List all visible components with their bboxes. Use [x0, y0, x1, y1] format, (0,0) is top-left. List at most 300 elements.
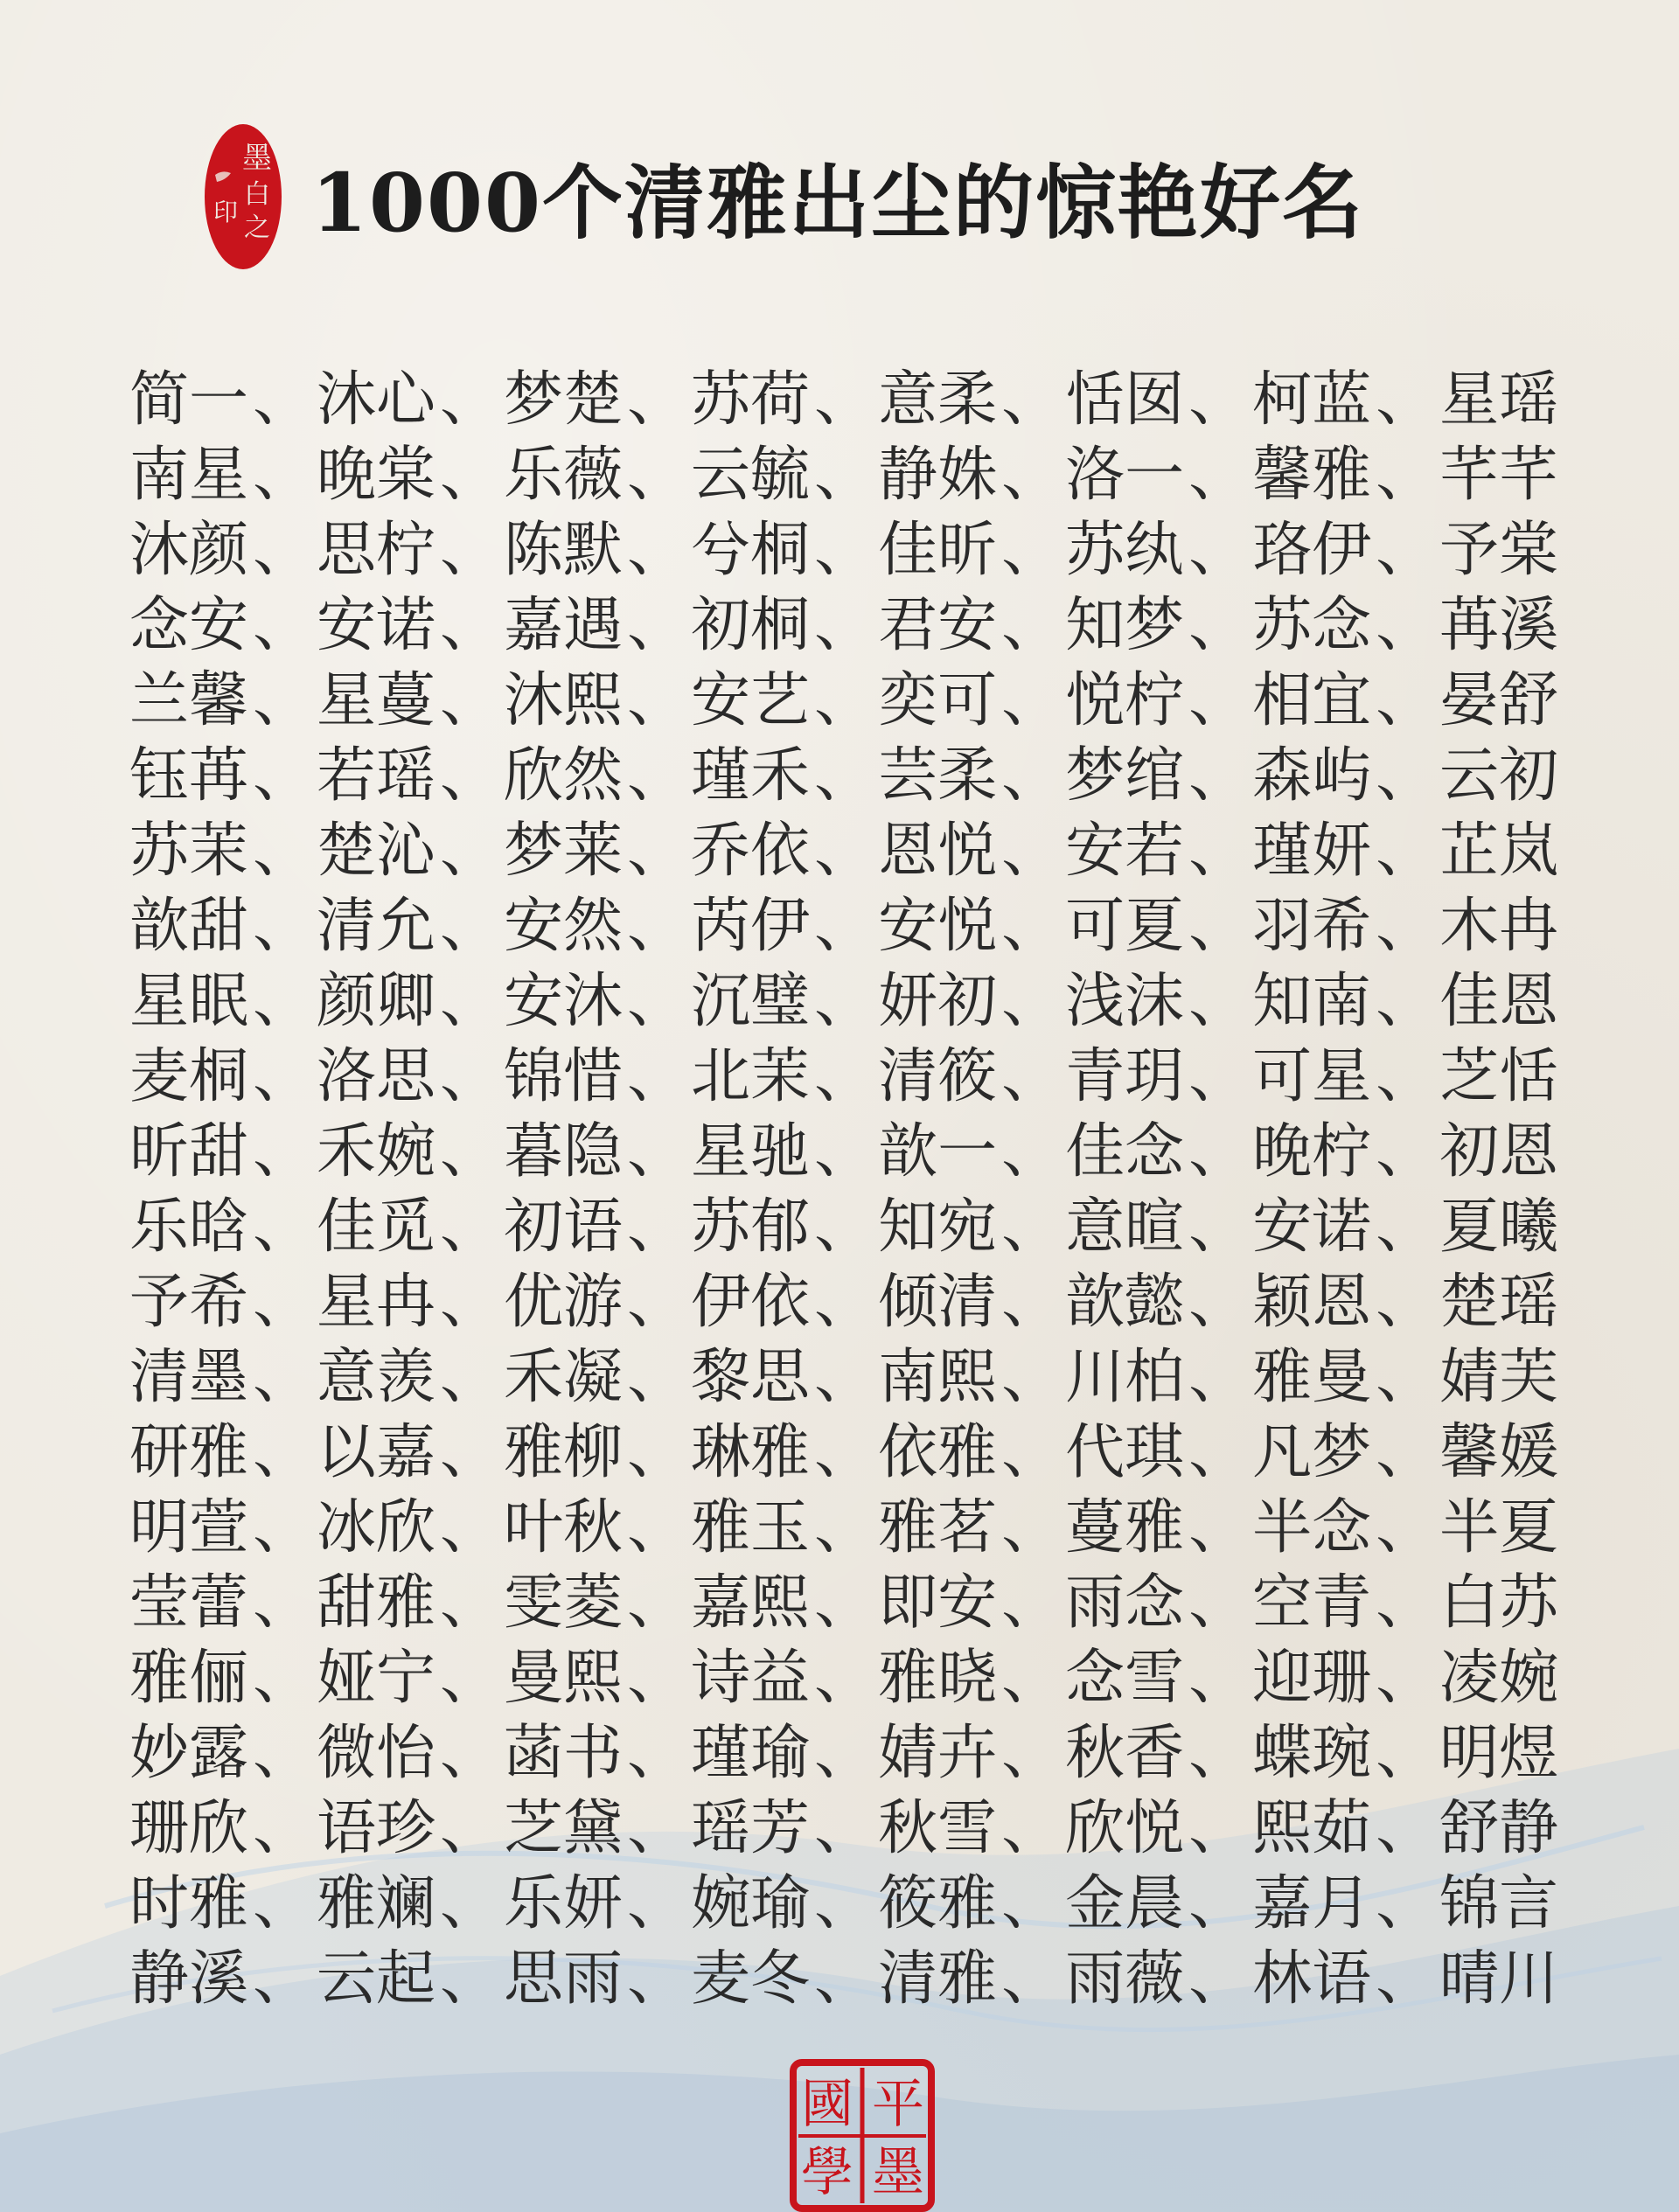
name-separator: 、: [253, 1492, 313, 1562]
name-item: 黎思: [691, 1342, 811, 1412]
name-item: 甜雅: [317, 1568, 436, 1638]
name-row: [129, 1485, 1564, 1560]
name-item: 可星: [1252, 1041, 1372, 1111]
name-separator: 、: [1188, 1568, 1249, 1638]
name-row: [129, 958, 1564, 1036]
name-item: 昕甜: [129, 1116, 249, 1186]
name-separator: 、: [1376, 1267, 1436, 1337]
name-item: 明煜: [1439, 1718, 1559, 1788]
name-separator: 、: [627, 741, 687, 810]
name-item: 雅曼: [1252, 1342, 1372, 1412]
name-item: 予棠: [1439, 515, 1559, 585]
name-item: 麦桐: [129, 1041, 249, 1111]
name-item: 歆一: [878, 1116, 998, 1186]
name-separator: 、: [253, 1793, 313, 1863]
name-separator: 、: [1001, 1718, 1062, 1788]
name-separator: 、: [627, 365, 687, 435]
name-separator: 、: [1001, 1041, 1062, 1111]
name-separator: 、: [627, 1417, 687, 1487]
name-separator: 、: [440, 966, 500, 1036]
name-item: 雅俪: [129, 1643, 249, 1713]
name-separator: 、: [253, 1868, 313, 1938]
name-item: 空青: [1252, 1568, 1372, 1638]
name-item: 沐颜: [129, 515, 249, 585]
name-separator: 、: [1001, 365, 1062, 435]
name-separator: 、: [253, 891, 313, 961]
svg-text:國: 國: [801, 2074, 853, 2135]
name-separator: 、: [440, 1944, 500, 2014]
name-separator: 、: [253, 1944, 313, 2014]
name-separator: 、: [1188, 1417, 1249, 1487]
name-item: 叶秋: [504, 1492, 624, 1562]
name-row: [129, 883, 1564, 961]
name-separator: 、: [440, 1192, 500, 1262]
name-row: [129, 1109, 1564, 1184]
name-item: 星眠: [129, 966, 249, 1036]
name-item: 乐薇: [504, 440, 624, 510]
name-separator: 、: [253, 741, 313, 810]
name-item: 菡书: [504, 1718, 624, 1788]
name-item: 清允: [317, 891, 436, 961]
name-separator: 、: [1376, 515, 1436, 585]
name-row: [129, 1184, 1564, 1262]
name-separator: 、: [1001, 440, 1062, 510]
name-item: 静溪: [129, 1944, 249, 2014]
name-item: 简一: [129, 365, 249, 435]
name-separator: 、: [627, 1718, 687, 1788]
name-row: [129, 1936, 1564, 2014]
name-item: 馨媛: [1439, 1417, 1559, 1487]
name-separator: 、: [1188, 1944, 1249, 2014]
name-separator: 、: [253, 816, 313, 886]
name-separator: 、: [440, 1718, 500, 1788]
name-item: 锦惜: [504, 1041, 624, 1111]
name-item: 舒静: [1439, 1793, 1559, 1863]
name-separator: 、: [253, 590, 313, 660]
name-separator: 、: [814, 1718, 874, 1788]
name-item: 芷岚: [1439, 816, 1559, 886]
name-separator: 、: [627, 1568, 687, 1638]
name-item: 半念: [1252, 1492, 1372, 1562]
name-separator: 、: [1376, 590, 1436, 660]
name-separator: 、: [1001, 1192, 1062, 1262]
name-item: 雅茗: [878, 1492, 998, 1562]
name-item: 乐妍: [504, 1868, 624, 1938]
name-separator: 、: [440, 590, 500, 660]
name-item: 禾凝: [504, 1342, 624, 1412]
name-separator: 、: [440, 891, 500, 961]
name-separator: 、: [814, 1944, 874, 2014]
name-item: 迎珊: [1252, 1643, 1372, 1713]
svg-text:墨: 墨: [872, 2142, 924, 2203]
name-item: 初桐: [691, 590, 811, 660]
name-item: 意暄: [1065, 1192, 1185, 1262]
name-separator: 、: [1188, 966, 1249, 1036]
name-separator: 、: [253, 665, 313, 735]
name-item: 雅玉: [691, 1492, 811, 1562]
name-separator: 、: [440, 1041, 500, 1111]
name-item: 初恩: [1439, 1116, 1559, 1186]
name-separator: 、: [253, 515, 313, 585]
name-item: 伊依: [691, 1267, 811, 1337]
name-item: 苏荷: [691, 365, 811, 435]
name-separator: 、: [627, 1868, 687, 1938]
name-item: 凡梦: [1252, 1417, 1372, 1487]
name-separator: 、: [627, 665, 687, 735]
name-item: 颖恩: [1252, 1267, 1372, 1337]
name-item: 芮伊: [691, 891, 811, 961]
svg-text:學: 學: [801, 2142, 853, 2203]
name-separator: 、: [253, 440, 313, 510]
name-item: 凌婉: [1439, 1643, 1559, 1713]
name-item: 君安: [878, 590, 998, 660]
name-separator: 、: [253, 365, 313, 435]
svg-text:平: 平: [872, 2074, 924, 2135]
name-item: 安若: [1065, 816, 1185, 886]
name-separator: 、: [814, 1342, 874, 1412]
name-item: 雅晓: [878, 1643, 998, 1713]
name-item: 佳念: [1065, 1116, 1185, 1186]
name-separator: 、: [1188, 816, 1249, 886]
name-item: 知梦: [1065, 590, 1185, 660]
name-row: [129, 657, 1564, 733]
name-separator: 、: [814, 741, 874, 810]
name-item: 兮桐: [691, 515, 811, 585]
name-item: 珞伊: [1252, 515, 1372, 585]
name-item: 歆甜: [129, 891, 249, 961]
name-separator: 、: [1001, 1643, 1062, 1713]
name-item: 莹蕾: [129, 1568, 249, 1638]
name-separator: 、: [1188, 741, 1249, 810]
name-item: 洛一: [1065, 440, 1185, 510]
name-item: 半夏: [1439, 1492, 1559, 1562]
name-item: 语珍: [317, 1793, 436, 1863]
name-item: 木冉: [1439, 891, 1559, 961]
name-separator: 、: [627, 816, 687, 886]
name-separator: 、: [1376, 1492, 1436, 1562]
name-item: 悦柠: [1065, 665, 1185, 735]
name-list: [129, 357, 1564, 2014]
name-item: 芸柔: [878, 741, 998, 810]
name-item: 珊欣: [129, 1793, 249, 1863]
name-separator: 、: [1001, 741, 1062, 810]
name-item: 安悦: [878, 891, 998, 961]
name-item: 佳恩: [1439, 966, 1559, 1036]
name-item: 婉瑜: [691, 1868, 811, 1938]
name-item: 芊芊: [1439, 440, 1559, 510]
svg-text:印: 印: [212, 198, 239, 226]
name-item: 歆懿: [1065, 1267, 1185, 1337]
name-separator: 、: [1188, 891, 1249, 961]
name-row: [129, 808, 1564, 886]
name-item: 优游: [504, 1267, 624, 1337]
name-separator: 、: [627, 891, 687, 961]
svg-text:白: 白: [244, 179, 270, 210]
name-item: 星瑶: [1439, 365, 1559, 435]
name-item: 苒溪: [1439, 590, 1559, 660]
name-separator: 、: [440, 440, 500, 510]
name-separator: 、: [814, 665, 874, 735]
name-separator: 、: [253, 966, 313, 1036]
name-item: 浅沫: [1065, 966, 1185, 1036]
name-item: 恬囡: [1065, 365, 1185, 435]
name-item: 思雨: [504, 1944, 624, 2014]
name-item: 云毓: [691, 440, 811, 510]
name-item: 苏郁: [691, 1192, 811, 1262]
name-separator: 、: [1188, 1793, 1249, 1863]
name-item: 奕可: [878, 665, 998, 735]
name-item: 瑾禾: [691, 741, 811, 810]
name-item: 相宜: [1252, 665, 1372, 735]
name-item: 芝黛: [504, 1793, 624, 1863]
name-item: 楚瑶: [1439, 1267, 1559, 1337]
name-item: 嘉遇: [504, 590, 624, 660]
name-item: 瑾瑜: [691, 1718, 811, 1788]
name-item: 苏茉: [129, 816, 249, 886]
name-item: 筱雅: [878, 1868, 998, 1938]
name-separator: 、: [253, 1417, 313, 1487]
name-separator: 、: [1376, 741, 1436, 810]
name-row: [129, 582, 1564, 660]
name-item: 代琪: [1065, 1417, 1185, 1487]
name-separator: 、: [627, 1192, 687, 1262]
name-item: 南星: [129, 440, 249, 510]
name-item: 星蔓: [317, 665, 436, 735]
name-item: 星冉: [317, 1267, 436, 1337]
name-separator: 、: [440, 1267, 500, 1337]
name-item: 星驰: [691, 1116, 811, 1186]
name-separator: 、: [627, 1041, 687, 1111]
name-separator: 、: [814, 440, 874, 510]
name-item: 柯蓝: [1252, 365, 1372, 435]
name-item: 知南: [1252, 966, 1372, 1036]
name-item: 蔓雅: [1065, 1492, 1185, 1562]
name-item: 念安: [129, 590, 249, 660]
name-separator: 、: [1376, 1643, 1436, 1713]
name-item: 恩悦: [878, 816, 998, 886]
name-separator: 、: [253, 1718, 313, 1788]
name-separator: 、: [814, 1041, 874, 1111]
name-separator: 、: [627, 590, 687, 660]
name-item: 沐心: [317, 365, 436, 435]
name-separator: 、: [1376, 365, 1436, 435]
name-item: 思柠: [317, 515, 436, 585]
name-separator: 、: [1188, 1643, 1249, 1713]
name-item: 乐晗: [129, 1192, 249, 1262]
name-separator: 、: [440, 1342, 500, 1412]
name-separator: 、: [1001, 891, 1062, 961]
name-item: 时雅: [129, 1868, 249, 1938]
name-item: 秋雪: [878, 1793, 998, 1863]
name-item: 意羡: [317, 1342, 436, 1412]
name-separator: 、: [1188, 515, 1249, 585]
name-item: 沉璧: [691, 966, 811, 1036]
name-separator: 、: [440, 816, 500, 886]
name-separator: 、: [1376, 891, 1436, 961]
name-separator: 、: [440, 365, 500, 435]
name-separator: 、: [814, 1492, 874, 1562]
name-item: 颜卿: [317, 966, 436, 1036]
name-separator: 、: [627, 440, 687, 510]
name-item: 禾婉: [317, 1116, 436, 1186]
name-separator: 、: [1001, 1267, 1062, 1337]
svg-text:之: 之: [244, 212, 270, 243]
name-separator: 、: [814, 891, 874, 961]
name-separator: 、: [440, 1868, 500, 1938]
name-row: [129, 507, 1564, 585]
name-item: 晴川: [1439, 1944, 1559, 2014]
name-item: 即安: [878, 1568, 998, 1638]
header: [203, 109, 1364, 284]
name-separator: 、: [440, 1643, 500, 1713]
name-item: 云起: [317, 1944, 436, 2014]
name-item: 晚棠: [317, 440, 436, 510]
name-separator: 、: [1376, 1192, 1436, 1262]
name-separator: 、: [627, 1643, 687, 1713]
name-item: 苏纨: [1065, 515, 1185, 585]
name-separator: 、: [814, 515, 874, 585]
name-row: [129, 1334, 1564, 1412]
name-item: 林语: [1252, 1944, 1372, 2014]
name-row: [129, 733, 1564, 808]
name-separator: 、: [1376, 665, 1436, 735]
name-item: 森屿: [1252, 741, 1372, 810]
name-separator: 、: [1188, 1116, 1249, 1186]
name-separator: 、: [814, 365, 874, 435]
name-item: 锦言: [1439, 1868, 1559, 1938]
name-item: 夏曦: [1439, 1192, 1559, 1262]
name-item: 梦莱: [504, 816, 624, 886]
name-separator: 、: [1188, 365, 1249, 435]
name-item: 梦绾: [1065, 741, 1185, 810]
name-item: 芝恬: [1439, 1041, 1559, 1111]
name-item: 婧芙: [1439, 1342, 1559, 1412]
logo-seal: [203, 122, 283, 271]
name-item: 佳昕: [878, 515, 998, 585]
name-separator: 、: [814, 1267, 874, 1337]
name-separator: 、: [440, 1417, 500, 1487]
name-separator: 、: [1376, 1417, 1436, 1487]
name-separator: 、: [1376, 440, 1436, 510]
name-item: 婧卉: [878, 1718, 998, 1788]
name-separator: 、: [814, 1116, 874, 1186]
name-row: [129, 1635, 1564, 1713]
name-item: 欣然: [504, 741, 624, 810]
name-row: [129, 432, 1564, 510]
name-item: 川柏: [1065, 1342, 1185, 1412]
name-item: 诗益: [691, 1643, 811, 1713]
name-item: 北茉: [691, 1041, 811, 1111]
name-separator: 、: [1188, 1492, 1249, 1562]
name-separator: 、: [814, 1568, 874, 1638]
name-row: [129, 1560, 1564, 1638]
name-separator: 、: [627, 1492, 687, 1562]
page-title: 1000个清雅出尘的惊艳好名: [311, 156, 1365, 250]
name-separator: 、: [627, 515, 687, 585]
name-separator: 、: [814, 1868, 874, 1938]
name-item: 晚柠: [1252, 1116, 1372, 1186]
name-item: 沐熙: [504, 665, 624, 735]
name-item: 雨薇: [1065, 1944, 1185, 2014]
name-item: 雅斓: [317, 1868, 436, 1938]
name-item: 以嘉: [317, 1417, 436, 1487]
name-separator: 、: [1188, 590, 1249, 660]
name-separator: 、: [1001, 1342, 1062, 1412]
name-item: 羽希: [1252, 891, 1372, 961]
name-separator: 、: [1376, 1041, 1436, 1111]
name-item: 云初: [1439, 741, 1559, 810]
name-separator: 、: [1376, 1568, 1436, 1638]
bottom-seal: [790, 2059, 935, 2212]
name-item: 白苏: [1439, 1568, 1559, 1638]
name-item: 洛思: [317, 1041, 436, 1111]
name-item: 琳雅: [691, 1417, 811, 1487]
name-item: 馨雅: [1252, 440, 1372, 510]
name-separator: 、: [440, 1492, 500, 1562]
name-item: 清墨: [129, 1342, 249, 1412]
name-separator: 、: [1376, 1944, 1436, 2014]
name-item: 清筱: [878, 1041, 998, 1111]
name-item: 雯菱: [504, 1568, 624, 1638]
name-item: 静姝: [878, 440, 998, 510]
name-separator: 、: [1001, 1492, 1062, 1562]
name-separator: 、: [627, 966, 687, 1036]
name-item: 金晨: [1065, 1868, 1185, 1938]
name-item: 陈默: [504, 515, 624, 585]
name-item: 乔依: [691, 816, 811, 886]
name-item: 娅宁: [317, 1643, 436, 1713]
name-separator: 、: [1188, 1868, 1249, 1938]
name-row: [129, 1861, 1564, 1936]
name-separator: 、: [440, 515, 500, 585]
name-item: 蝶琬: [1252, 1718, 1372, 1788]
name-row: [129, 1033, 1564, 1109]
name-separator: 、: [1001, 966, 1062, 1036]
name-separator: 、: [440, 1116, 500, 1186]
name-separator: 、: [1376, 1116, 1436, 1186]
name-separator: 、: [440, 741, 500, 810]
name-item: 雨念: [1065, 1568, 1185, 1638]
name-separator: 、: [1001, 1417, 1062, 1487]
name-item: 妍初: [878, 966, 998, 1036]
name-item: 依雅: [878, 1417, 998, 1487]
name-separator: 、: [1188, 1718, 1249, 1788]
name-separator: 、: [253, 1568, 313, 1638]
name-separator: 、: [814, 1643, 874, 1713]
name-item: 楚沁: [317, 816, 436, 886]
name-item: 麦冬: [691, 1944, 811, 2014]
name-separator: 、: [814, 966, 874, 1036]
name-separator: 、: [1001, 1568, 1062, 1638]
name-separator: 、: [1188, 665, 1249, 735]
name-item: 嘉月: [1252, 1868, 1372, 1938]
name-separator: 、: [253, 1041, 313, 1111]
name-separator: 、: [1001, 1116, 1062, 1186]
name-item: 安艺: [691, 665, 811, 735]
name-separator: 、: [1188, 1192, 1249, 1262]
name-separator: 、: [253, 1192, 313, 1262]
name-row: [129, 357, 1564, 435]
name-item: 南熙: [878, 1342, 998, 1412]
name-item: 清雅: [878, 1944, 998, 2014]
name-item: 熙茹: [1252, 1793, 1372, 1863]
name-separator: 、: [440, 1793, 500, 1863]
name-item: 苏念: [1252, 590, 1372, 660]
name-item: 秋香: [1065, 1718, 1185, 1788]
name-separator: 、: [1001, 515, 1062, 585]
svg-text:墨: 墨: [242, 141, 272, 176]
name-item: 知宛: [878, 1192, 998, 1262]
